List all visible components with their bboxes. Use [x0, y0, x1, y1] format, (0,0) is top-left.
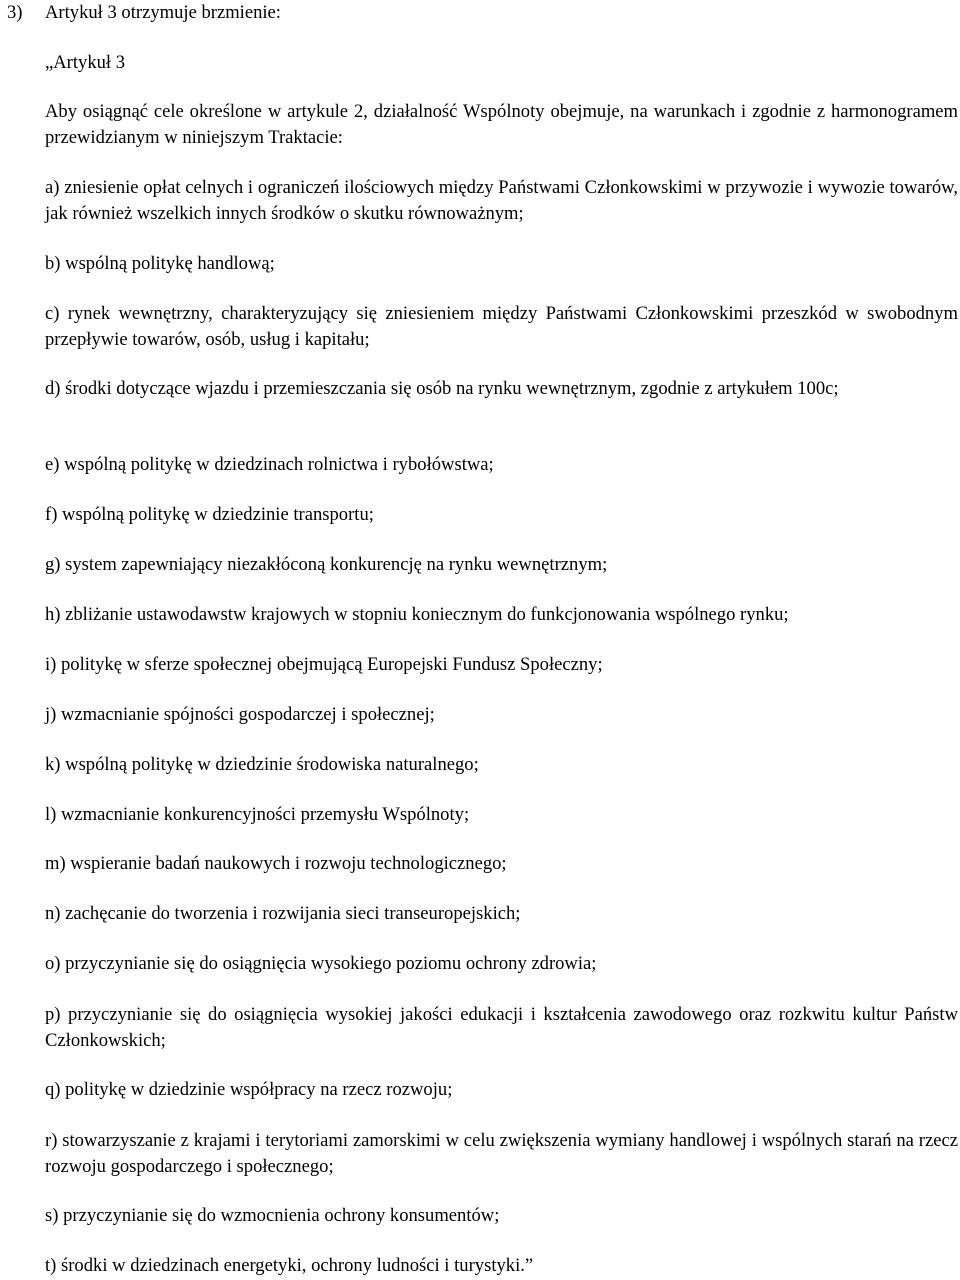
list-item-f: f) wspólną politykę w dziedzinie transportu; — [45, 504, 374, 525]
amendment-heading-text: Artykuł 3 otrzymuje brzmienie: — [45, 2, 281, 23]
intro-paragraph: Aby osiągnąć cele określone w artykule 2, działalność Wspólnoty obejmuje, na warunkach i zgodnie z harmonogramem przewidzianym w niniejszym Traktacie: — [45, 101, 958, 148]
list-item-q: q) politykę w dziedzinie współpracy na rzecz rozwoju; — [45, 1079, 453, 1100]
list-item-d: d) środki dotyczące wjazdu i przemieszczania się osób na rynku wewnętrznym, zgodnie z artykułem 100c; — [45, 378, 839, 399]
list-item-t: t) środki w dziedzinach energetyki, ochrony ludności i turystyki.” — [45, 1255, 534, 1276]
amendment-number: 3) — [7, 2, 23, 23]
article-title: „Artykuł 3 — [45, 52, 126, 73]
list-item-m: m) wspieranie badań naukowych i rozwoju technologicznego; — [45, 853, 507, 874]
list-item-i: i) politykę w sferze społecznej obejmującą Europejski Fundusz Społeczny; — [45, 654, 603, 675]
list-item-r: r) stowarzyszanie z krajami i terytoriami zamorskimi w celu zwiększenia wymiany handlowej i wspólnych starań na rzecz rozwoju gospodarczego i społecznego; — [45, 1130, 958, 1177]
list-item-o: o) przyczynianie się do osiągnięcia wysokiego poziomu ochrony zdrowia; — [45, 953, 597, 974]
list-item-l: l) wzmacnianie konkurencyjności przemysłu Wspólnoty; — [45, 804, 470, 825]
list-item-b: b) wspólną politykę handlową; — [45, 253, 275, 274]
list-item-h: h) zbliżanie ustawodawstw krajowych w stopniu koniecznym do funkcjonowania wspólnego rynku; — [45, 604, 789, 625]
list-item-k: k) wspólną politykę w dziedzinie środowiska naturalnego; — [45, 754, 479, 775]
list-item-n: n) zachęcanie do tworzenia i rozwijania sieci transeuropejskich; — [45, 903, 521, 924]
list-item-j: j) wzmacnianie spójności gospodarczej i społecznej; — [45, 704, 435, 725]
list-item-s: s) przyczynianie się do wzmocnienia ochrony konsumentów; — [45, 1205, 500, 1226]
list-item-g: g) system zapewniający niezakłóconą konkurencję na rynku wewnętrznym; — [45, 554, 608, 575]
list-item-p: p) przyczynianie się do osiągnięcia wysokiej jakości edukacji i kształcenia zawodowego oraz rozkwitu kultur Państw Członkowskich; — [45, 1004, 958, 1051]
list-item-a: a) zniesienie opłat celnych i ograniczeń ilościowych między Państwami Członkowskimi w przywozie i wywozie towarów, jak również wszelkich innych środków o skutku równoważnym; — [45, 177, 958, 224]
list-item-c: c) rynek wewnętrzny, charakteryzujący się zniesieniem między Państwami Członkowskimi przeszkód w swobodnym przepływie towarów, osób, usług i kapitału; — [45, 303, 958, 350]
list-item-e: e) wspólną politykę w dziedzinach rolnictwa i rybołówstwa; — [45, 454, 494, 475]
